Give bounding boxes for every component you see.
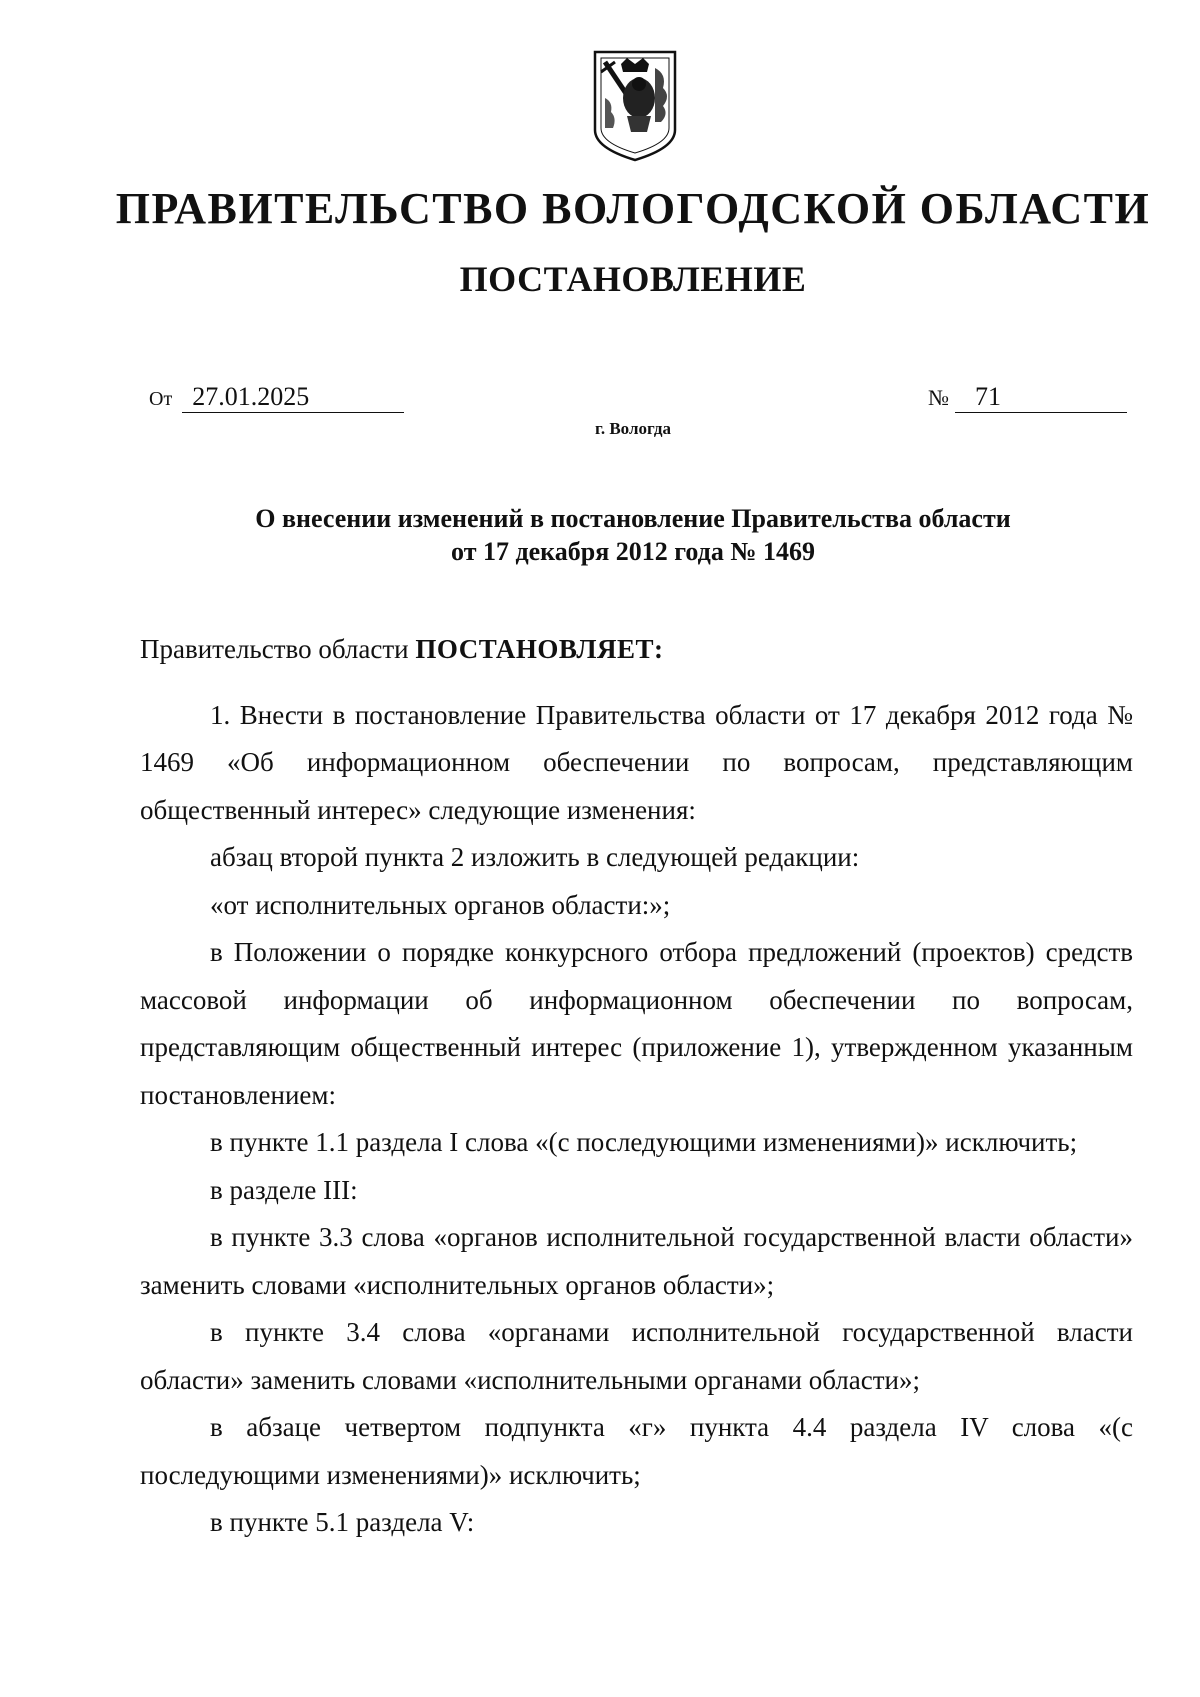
- number-prefix: №: [928, 385, 949, 410]
- decree-word: ПОСТАНОВЛЯЕТ:: [415, 634, 664, 664]
- document-body: [140, 626, 1133, 1547]
- paragraph: в разделе III:: [210, 1174, 358, 1205]
- coat-of-arms-icon: [591, 48, 679, 164]
- document-type: ПОСТАНОВЛЕНИЕ: [459, 259, 807, 299]
- document-number: 71: [955, 382, 1127, 413]
- heading-line-1: О внесении изменений в постановление Правительства области: [255, 504, 1011, 533]
- paragraph: в абзаце четвертом подпункта «г» пункта 4.4 раздела IV слова «(с последующими изменениями)» исключить;: [140, 1412, 1133, 1490]
- paragraph: в пункте 1.1 раздела I слова «(с последующими изменениями)» исключить;: [210, 1127, 1078, 1157]
- paragraph: в пункте 3.4 слова «органами исполнительной государственной власти области» заменить словами «исполнительными органами области»;: [140, 1317, 1133, 1395]
- decree-line: [140, 626, 1133, 674]
- number-field: [928, 382, 1127, 413]
- paragraph: 1. Внести в постановление Правительства области от 17 декабря 2012 года № 1469 «Об информационном обеспечении по вопросам, представляющим общественный интерес» следующие изменения:: [140, 699, 1133, 825]
- date-field: [149, 382, 404, 414]
- date-prefix: От: [149, 388, 173, 410]
- government-title: ПРАВИТЕЛЬСТВО ВОЛОГОДСКОЙ ОБЛАСТИ: [115, 184, 1151, 233]
- paragraph: абзац второй пункта 2 изложить в следующей редакции:: [210, 842, 860, 872]
- document-date: 27.01.2025: [182, 382, 404, 413]
- city-label: г. Вологда: [595, 419, 671, 438]
- heading-line-2: от 17 декабря 2012 года № 1469: [451, 537, 815, 566]
- decree-prefix: Правительство области: [140, 634, 409, 664]
- paragraph: в пункте 5.1 раздела V:: [210, 1507, 475, 1537]
- document-heading: [140, 502, 1126, 568]
- paragraph: в Положении о порядке конкурсного отбора предложений (проектов) средств массовой информации об информационном обеспечении по вопросам, представляющим общественный интерес (приложение 1), утвержденном указанным постановлением:: [140, 937, 1133, 1110]
- paragraph: «от исполнительных органов области:»;: [210, 889, 671, 920]
- paragraph: в пункте 3.3 слова «органов исполнительной государственной власти области» заменить словами «исполнительных органов области»;: [140, 1222, 1133, 1300]
